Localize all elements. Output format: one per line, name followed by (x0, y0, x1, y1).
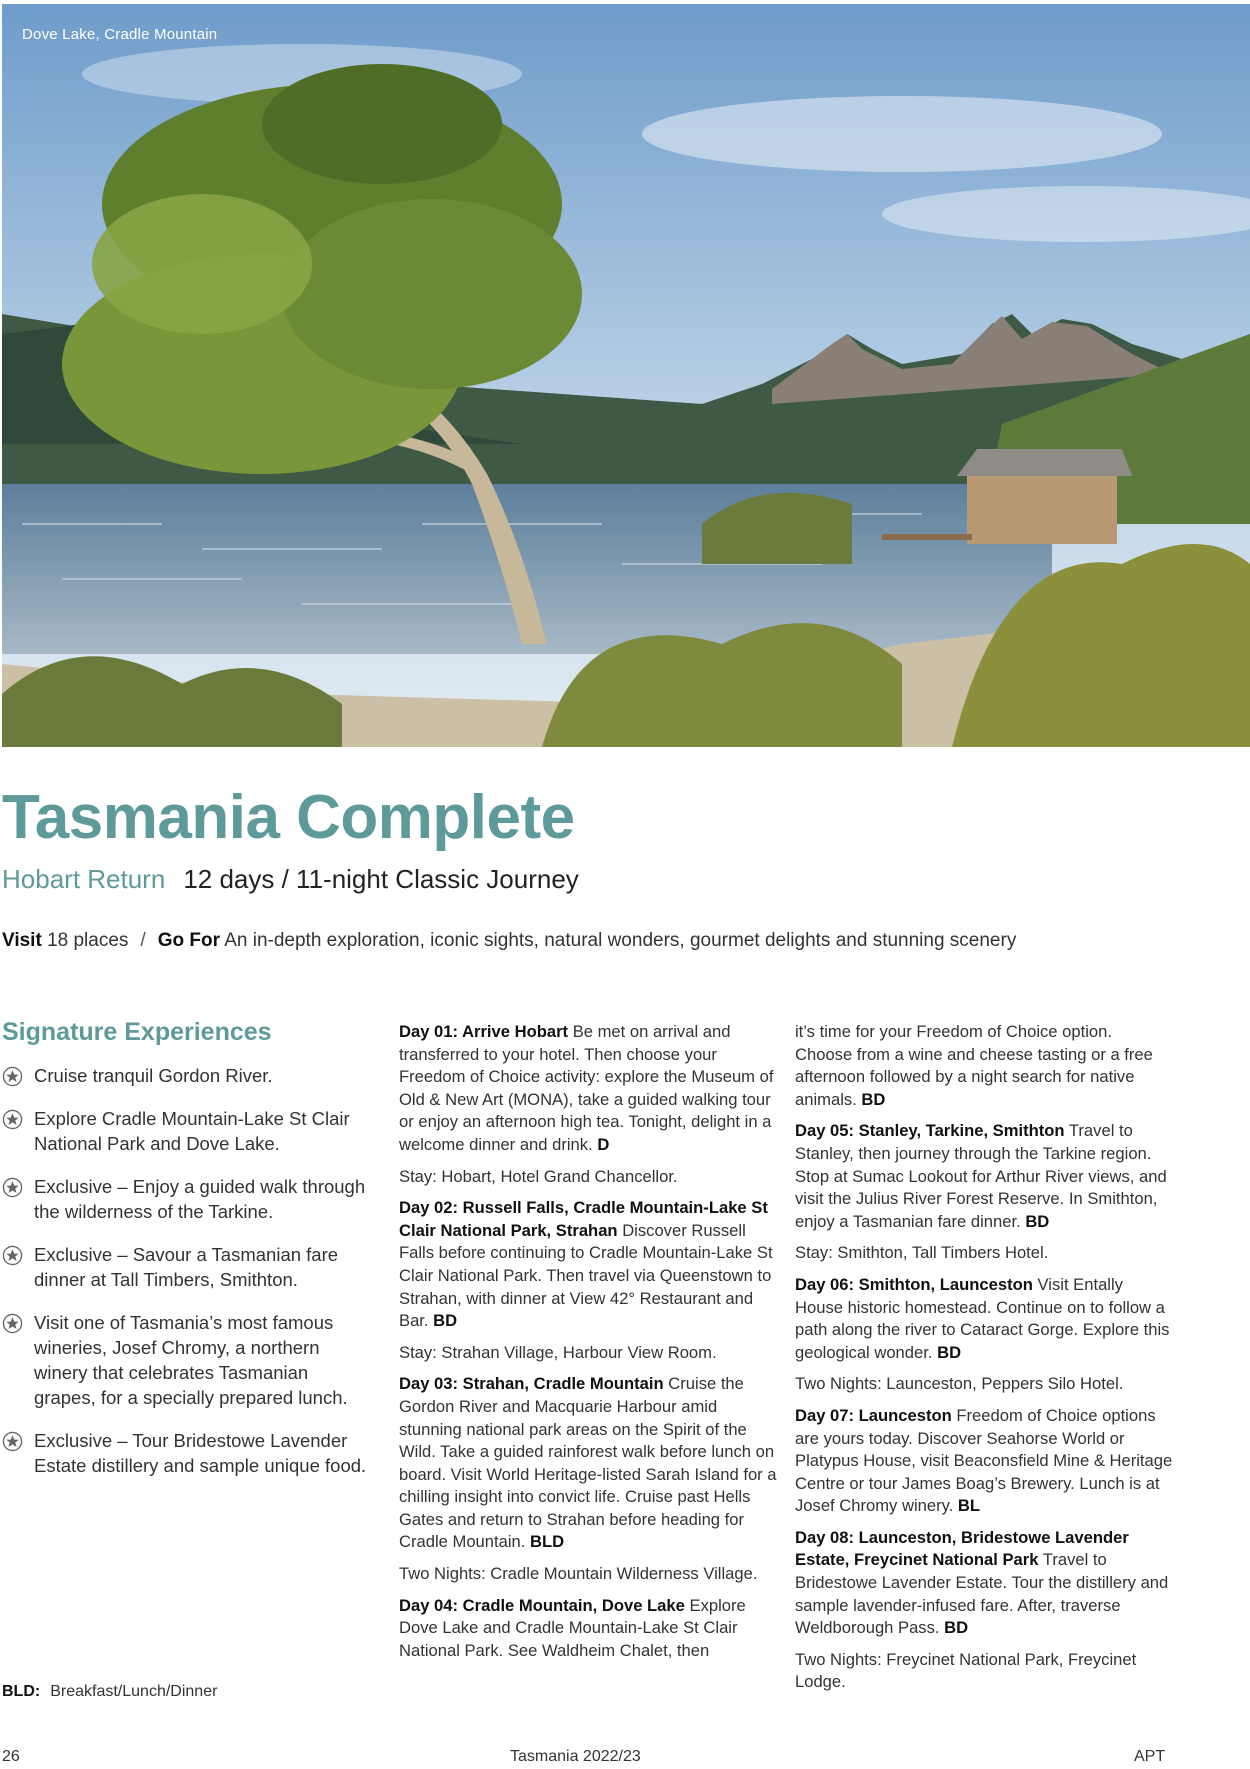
meal-code: BD (433, 1311, 458, 1331)
signature-item-text: Explore Cradle Mountain-Lake St Clair National Park and Dove Lake. (34, 1108, 350, 1154)
dove-lake-photo (2, 4, 1250, 747)
itinerary-entry (795, 1527, 1173, 1640)
day-text: Travel to Bridestowe Lavender Estate. Tour the distillery and sample lavender-infused fare. After, traverse Weldborough Pass. (795, 1550, 1169, 1638)
tour-duration: 12 days / 11-night Classic Journey (183, 864, 579, 894)
stay-line (399, 1166, 777, 1189)
star-badge-icon (2, 1431, 23, 1452)
stay-line (795, 1373, 1173, 1396)
star-badge-icon (2, 1177, 23, 1198)
day-title: Day 04: Cradle Mountain, Dove Lake (399, 1595, 685, 1615)
signature-item (2, 1242, 374, 1292)
day-title: Day 01: Arrive Hobart (399, 1022, 569, 1041)
day-text: Discover Russell Falls before continuing to Cradle Mountain-Lake St Clair National Park. Then travel via Queenstown to Strahan, with dinner at View 42° Restaurant and Bar. (399, 1220, 773, 1331)
day-title: Day 05: Stanley, Tarkine, Smithton (795, 1121, 1065, 1141)
signature-item (2, 1106, 374, 1156)
itinerary-entry (795, 1120, 1173, 1233)
meal-code: BD (944, 1618, 969, 1638)
meal-code: BLD (530, 1532, 565, 1552)
day-text: Freedom of Choice options are yours today. Discover Seahorse World or Platypus House, visit Beaconsfield Mine & Heritage Centre or tour James Boag’s Brewery. Lunch is at Josef Chromy winery. (795, 1405, 1173, 1516)
visit-label: Visit (2, 930, 42, 951)
itinerary-column-2 (795, 1021, 1173, 1703)
signature-item (2, 1063, 374, 1088)
meal-code: BD (861, 1089, 886, 1109)
meal-code: D (597, 1134, 610, 1154)
star-badge-icon (2, 1109, 23, 1130)
itinerary-entry (399, 1021, 777, 1157)
itinerary-entry (795, 1021, 1173, 1111)
stay-text: Two Nights: Launceston, Peppers Silo Hotel. (795, 1374, 1124, 1394)
stay-text: Stay: Smithton, Tall Timbers Hotel. (795, 1243, 1049, 1263)
star-badge-icon (2, 1245, 23, 1266)
signature-item (2, 1428, 374, 1478)
tour-route: Hobart Return (2, 864, 166, 894)
itinerary-entry (399, 1373, 777, 1554)
tour-subtitle (2, 864, 579, 895)
meal-legend-text: Breakfast/Lunch/Dinner (50, 1683, 218, 1700)
signature-item-text: Exclusive – Enjoy a guided walk through the wilderness of the Tarkine. (34, 1176, 366, 1222)
meal-code: BD (937, 1342, 962, 1362)
day-text: Travel to Stanley, then journey through the Tarkine region. Stop at Sumac Lookout for Arthur River views, and visit the Julius River Forest Reserve. In Smithton, enjoy a Tasmanian fare dinner. (795, 1121, 1167, 1231)
itinerary-entry (795, 1405, 1173, 1518)
day-text: Be met on arrival and transferred to your hotel. Then choose your Freedom of Choice activity: explore the Museum of Old & New Art (MONA), take a guided walking tour or enjoy an afternoon high tea. Tonight, delight in a welcome dinner and drink. (399, 1022, 774, 1154)
signature-item-text: Cruise tranquil Gordon River. (34, 1065, 273, 1086)
signature-item-text: Visit one of Tasmania’s most famous wineries, Josef Chromy, a northern winery that celebrates Tasmanian grapes, for a specially prepared lunch. (34, 1312, 348, 1408)
meal-legend-code: BLD: (2, 1683, 41, 1700)
star-badge-icon (2, 1066, 23, 1087)
brand-name: APT (1134, 1748, 1166, 1765)
gofor-label: Go For (157, 930, 220, 951)
meal-code: BD (1025, 1211, 1050, 1231)
itinerary-column-1 (399, 1021, 777, 1671)
gofor-value: An in-depth exploration, iconic sights, natural wonders, gourmet delights and stunning scenery (224, 930, 1017, 951)
tour-summary (2, 930, 1016, 952)
day-text: Explore Dove Lake and Cradle Mountain-Lake St Clair National Park. See Waldheim Chalet, then (399, 1595, 746, 1660)
day-title: Day 08: Launceston, Bridestowe Lavender Estate, Freycinet National Park (795, 1527, 1129, 1570)
star-badge-icon (2, 1313, 23, 1334)
signature-item-text: Exclusive – Savour a Tasmanian fare dinner at Tall Timbers, Smithton. (34, 1244, 339, 1290)
itinerary-entry (399, 1197, 777, 1333)
meal-legend (2, 1683, 217, 1701)
stay-text: Two Nights: Cradle Mountain Wilderness Village. (399, 1564, 758, 1584)
publication-name: Tasmania 2022/23 (510, 1748, 641, 1765)
hero-photo (2, 4, 1250, 747)
signature-item-text: Exclusive – Tour Bridestowe Lavender Estate distillery and sample unique food. (34, 1430, 367, 1476)
stay-text: Two Nights: Freycinet National Park, Freycinet Lodge. (795, 1649, 1137, 1692)
stay-line (399, 1563, 777, 1586)
signature-experiences (2, 1018, 374, 1496)
day-text: it’s time for your Freedom of Choice option. Choose from a wine and cheese tasting or a free afternoon followed by a night search for native animals. (795, 1022, 1153, 1109)
summary-separator: / (140, 930, 146, 951)
stay-text: Stay: Hobart, Hotel Grand Chancellor. (399, 1166, 678, 1186)
itinerary-entry (399, 1595, 777, 1663)
stay-text: Stay: Strahan Village, Harbour View Room. (399, 1342, 717, 1362)
day-title: Day 03: Strahan, Cradle Mountain (399, 1374, 664, 1394)
day-text: Cruise the Gordon River and Macquarie Harbour amid stunning national park areas on the Spirit of the Wild. Take a guided rainforest walk before lunch on board. Visit World Heritage-listed Sarah Island for a chilling insight into convict life. Cruise past Hells Gates and return to Strahan before heading for Cradle Mountain. (399, 1374, 777, 1552)
stay-line (795, 1649, 1173, 1694)
signature-heading: Signature Experiences (2, 1018, 272, 1046)
signature-item (2, 1174, 374, 1224)
day-title: Day 06: Smithton, Launceston (795, 1274, 1033, 1294)
signature-item (2, 1310, 374, 1410)
day-text: Visit Entally House historic homestead. Continue on to follow a path along the river to Cataract Gorge. Explore this geological wonder. (795, 1274, 1170, 1362)
tour-title: Tasmania Complete (2, 783, 575, 852)
visit-value: 18 places (47, 930, 129, 951)
itinerary-entry (795, 1274, 1173, 1364)
meal-code: BL (957, 1496, 981, 1516)
day-title: Day 02: Russell Falls, Cradle Mountain-Lake St Clair National Park, Strahan (399, 1198, 768, 1240)
photo-caption: Dove Lake, Cradle Mountain (22, 26, 218, 43)
stay-line (399, 1342, 777, 1365)
day-title: Day 07: Launceston (795, 1405, 952, 1425)
signature-list (2, 1063, 374, 1478)
page-number: 26 (2, 1748, 20, 1765)
stay-line (795, 1242, 1173, 1265)
